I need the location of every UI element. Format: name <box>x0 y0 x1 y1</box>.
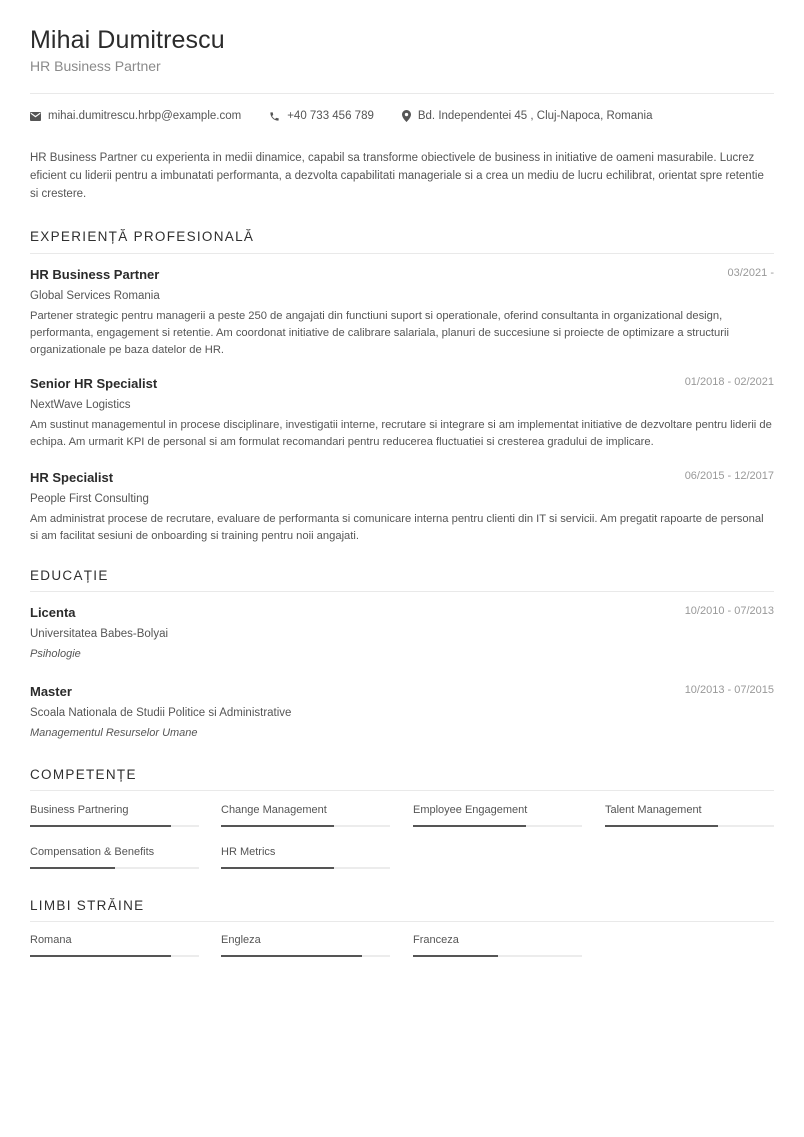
profile-summary: HR Business Partner cu experienta in medii dinamice, capabil sa transforme obiectivele de business in initiative de oameni masurabile. Lucrez eficient cu liderii pentru a imbunatati performanta, a dezvolta capabilitati manageriale si a crea un mediu de lucru echilibrat, orientat spre retentie si crestere. <box>30 152 764 200</box>
languages-heading: LIMBI STRĂINE <box>30 898 145 913</box>
skill-label: Business Partnering <box>30 804 129 816</box>
skill-label: Compensation & Benefits <box>30 846 155 858</box>
language-level-fill <box>221 955 362 957</box>
job-company: People First Consulting <box>30 493 149 505</box>
language-level-bar <box>221 955 390 957</box>
job-description: Am administrat procese de recrutare, evaluare de performanta si comunicare interna pentru clienti din IT si servicii. Am pregatit rapoarte de personal si am facilitat sesiuni de onboarding si training pentru noii angajati. <box>30 513 764 542</box>
language-label: Engleza <box>221 934 261 946</box>
skill-level-bar <box>221 825 390 827</box>
skill-item <box>221 804 390 827</box>
language-level-fill <box>413 955 498 957</box>
institution: Universitatea Babes-Bolyai <box>30 628 169 640</box>
skill-level-bar <box>413 825 582 827</box>
skill-label: Employee Engagement <box>413 804 528 816</box>
languages-divider <box>30 921 774 922</box>
envelope-icon <box>30 112 41 121</box>
experience-heading: EXPERIENȚĂ PROFESIONALĂ <box>30 229 255 244</box>
institution: Scoala Nationala de Studii Politice si Administrative <box>30 707 292 719</box>
skills-divider <box>30 790 774 791</box>
skill-level-bar <box>605 825 774 827</box>
skill-level-fill <box>605 825 718 827</box>
education-heading: EDUCAȚIE <box>30 568 109 583</box>
contact-row <box>30 110 680 122</box>
contact-email[interactable] <box>30 110 241 122</box>
degree-title: Licenta <box>30 605 76 620</box>
map-pin-icon <box>402 110 411 122</box>
skill-level-fill <box>221 867 334 869</box>
field-of-study: Managementul Resurselor Umane <box>30 727 198 739</box>
phone-text: +40 733 456 789 <box>287 110 374 122</box>
phone-icon <box>269 111 280 122</box>
job-title: HR Specialist <box>30 470 114 485</box>
experience-entry <box>30 376 774 451</box>
degree-title: Master <box>30 684 72 699</box>
candidate-name: Mihai Dumitrescu <box>30 26 225 54</box>
job-title: Senior HR Specialist <box>30 376 158 391</box>
experience-entry <box>30 470 774 545</box>
skill-item <box>605 804 774 827</box>
skill-level-bar <box>30 825 199 827</box>
language-label: Franceza <box>413 934 459 946</box>
education-entry <box>30 684 774 739</box>
email-text: mihai.dumitrescu.hrbp@example.com <box>48 110 242 122</box>
skill-level-bar <box>30 867 199 869</box>
field-of-study: Psihologie <box>30 648 81 660</box>
skill-item <box>30 846 199 869</box>
language-item <box>413 934 582 957</box>
language-item <box>30 934 199 957</box>
skill-level-fill <box>413 825 526 827</box>
job-company: Global Services Romania <box>30 290 160 302</box>
job-date: 06/2015 - 12/2017 <box>684 470 774 482</box>
skill-level-bar <box>221 867 390 869</box>
contact-phone[interactable] <box>269 110 374 122</box>
skill-item <box>30 804 199 827</box>
skill-label: Talent Management <box>605 804 702 816</box>
skill-item <box>221 846 390 869</box>
language-level-fill <box>30 955 171 957</box>
job-title: HR Business Partner <box>30 267 160 282</box>
address-text: Bd. Independentei 45 , Cluj-Napoca, Romania <box>417 110 653 122</box>
education-divider <box>30 591 774 592</box>
language-label: Romana <box>30 934 72 946</box>
skill-item <box>413 804 582 827</box>
job-date: 01/2018 - 02/2021 <box>684 376 774 388</box>
contact-address <box>402 110 653 122</box>
skill-level-fill <box>221 825 334 827</box>
skill-level-fill <box>30 867 115 869</box>
experience-divider <box>30 253 774 254</box>
skills-heading: COMPETENȚE <box>30 767 137 782</box>
job-date: 03/2021 - <box>727 267 774 279</box>
job-description: Am sustinut managementul in procese disciplinare, investigatii interne, recrutare si integrare si am implementat initiative de dezvoltare pentru liderii de echipa. Am urmarit KPI de personal si am formulat recomandari pentru reducerea fluctuatiei si cresterea gradului de implicare. <box>30 419 772 448</box>
skill-label: Change Management <box>221 804 327 816</box>
skill-level-fill <box>30 825 171 827</box>
language-level-bar <box>413 955 582 957</box>
job-description: Partener strategic pentru managerii a peste 250 de angajati din functiuni suport si operationale, oferind consultanta in organizational design, performanta, engagement si retentie. Am coordonat initiative de calibrare salariala, planuri de succesiune si proiecte de optimizare a structurii organizationale pe baza datelor de HR. <box>30 310 729 356</box>
education-date: 10/2010 - 07/2013 <box>684 605 774 617</box>
language-level-bar <box>30 955 199 957</box>
job-company: NextWave Logistics <box>30 399 131 411</box>
experience-entry <box>30 267 774 359</box>
education-entry <box>30 605 774 660</box>
education-date: 10/2013 - 07/2015 <box>684 684 774 696</box>
language-item <box>221 934 390 957</box>
header-divider <box>30 93 774 94</box>
candidate-title: HR Business Partner <box>30 58 161 74</box>
skill-label: HR Metrics <box>221 846 276 858</box>
